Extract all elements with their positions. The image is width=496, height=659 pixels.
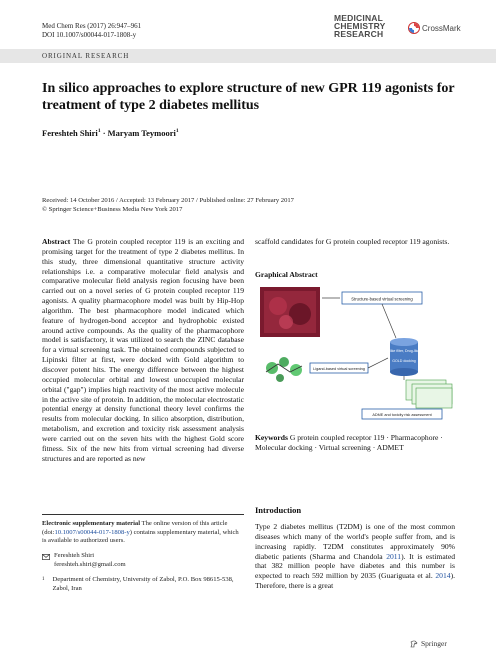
ga-box-1: Structure-based virtual screening (351, 296, 413, 302)
springer-horse-icon (410, 640, 418, 648)
esm-text-1: The online version of this article (doi: (42, 520, 228, 536)
introduction-text (255, 522, 455, 591)
logo-line-2: CHEMISTRY (334, 21, 386, 31)
author-1[interactable]: Fereshteh Shiri (42, 128, 98, 138)
section-label: ORIGINAL RESEARCH (42, 52, 130, 60)
crossmark-icon (408, 22, 420, 34)
esm-doi-link[interactable]: 10.1007/s00044-017-1808-y (54, 528, 130, 536)
graphical-abstract-figure (256, 284, 456, 426)
citation-link-2[interactable]: 2014 (435, 571, 451, 581)
affiliation (42, 576, 244, 593)
crossmark-label: CrossMark (422, 23, 461, 33)
ga-box-3: Lead-like filter, Drug-like filter (380, 349, 428, 353)
graphical-abstract-heading: Graphical Abstract (255, 270, 318, 279)
journal-header (42, 22, 141, 40)
ga-box-4: GOLD docking (392, 359, 416, 363)
database-icon (390, 338, 418, 376)
intro-part-3: ). Therefore, there is a great (255, 571, 455, 591)
intro-part-1: Type 2 diabetes mellitus (T2DM) is one of the most common diseases which many of the world's people suffer from, and is increasing rapidly. T2DM constitutes approximately 90% diabetic patients (Sharma and Chandola (255, 522, 455, 561)
ga-box-2: Ligand-based virtual screening (313, 366, 365, 371)
esm-text-2: ) contains supplementary material, which is available to authorized users. (42, 528, 239, 545)
journal-doi: DOI 10.1007/s00044-017-1808-y (42, 31, 137, 39)
author-list (42, 128, 179, 138)
keywords (255, 433, 455, 453)
keywords-text: G protein coupled receptor 119 · Pharmacophore · Molecular docking · Virtual screening · ADMET (255, 433, 443, 452)
abstract-continuation: scaffold candidates for G protein coupled receptor 119 agonists. (255, 237, 450, 246)
envelope-icon (42, 554, 50, 560)
springer-label: Springer (421, 639, 447, 648)
journal-logo (334, 14, 464, 48)
contact-name: Fereshteh Shiri (54, 552, 95, 559)
crossmark-badge[interactable] (408, 22, 461, 34)
ga-box-5: ADME and toxicity risk assessment (372, 412, 432, 417)
abstract (42, 237, 244, 463)
abstract-text: The G protein coupled receptor 119 is an exciting and promising target for the treatment of type 2 diabetes mellitus. In this study, three dimensional quantitative structure activity relationships i.e. a comparative molecular field analysis and comparative molecular field analysis region focusing have been carried out on a novel series of G protein coupled receptor 119 agonists. A quality pharmacophore model was built by Hip-Hop algorithm. The best pharmacophore model indicated which feature of hydrogen-bond acceptor and hydrophobic existed around active compounds. As the quality of the pharmacophore model is satisfactory, it was utilized to search the ZINC database for a virtual screening task. The obtained compounds subjected to Lipinski filter at first, were docked with Gold algorithm to discover potent hits. The energy difference between the highest occupied molecular orbital and lowest unoccupied molecular orbital ("gap") implies high reactivity of the most active molecule in the active site of protein. In addition, the molecular electrostatic potential energy at density functional theory level confirms the results from molecular docking. In silico absorption, distribution, metabolism, and excretion and toxicity risk assessment analysis were carried out on the seven hits with the highest Gold score fitness. Six of the new hits from virtual screening had diverse structures and are reported as new (42, 237, 245, 463)
contact-email[interactable]: fereshteh.shiri@gmail.com (54, 560, 126, 568)
corresponding-author (42, 552, 244, 569)
journal-logo-text (334, 14, 386, 38)
introduction-heading: Introduction (255, 505, 302, 515)
logo-line-1: MEDICINAL (334, 13, 384, 23)
esm-label: Electronic supplementary material (42, 520, 141, 527)
supplementary-note (42, 520, 244, 546)
citation-link-1[interactable]: 2011 (386, 551, 402, 561)
result-stack-icon (406, 380, 452, 408)
springer-footer (410, 639, 447, 648)
author-1-affil: 1 (97, 128, 101, 135)
affiliation-number: 1 (42, 577, 45, 582)
article-title: In silico approaches to explore structure of new GPR 119 agonists for treatment of type 2 diabetes mellitus (42, 81, 455, 113)
abstract-label: Abstract (42, 237, 71, 246)
journal-citation: Med Chem Res (2017) 26:947–961 (42, 22, 142, 30)
dates-line: Received: 14 October 2016 / Accepted: 13 February 2017 / Published online: 27 February 2017 (42, 197, 294, 204)
copyright-line: © Springer Science+Business Media New York 2017 (42, 206, 183, 213)
logo-line-3: RESEARCH (334, 29, 384, 39)
intro-part-2: ). It is estimated that 382 million people have diabetes and this number is expected to reach 592 million by 2035 (Guariguata et al. (255, 551, 455, 581)
keywords-label: Keywords (255, 433, 288, 442)
footnote-rule (42, 514, 244, 515)
affiliation-text: Department of Chemistry, University of Zabol, P.O. Box 98615-538, Zabol, Iran (52, 576, 234, 592)
publication-dates (42, 196, 294, 214)
author-separator: · (100, 128, 108, 138)
author-2-affil: 1 (175, 128, 179, 135)
author-2[interactable]: Maryam Teymoori (107, 128, 176, 138)
